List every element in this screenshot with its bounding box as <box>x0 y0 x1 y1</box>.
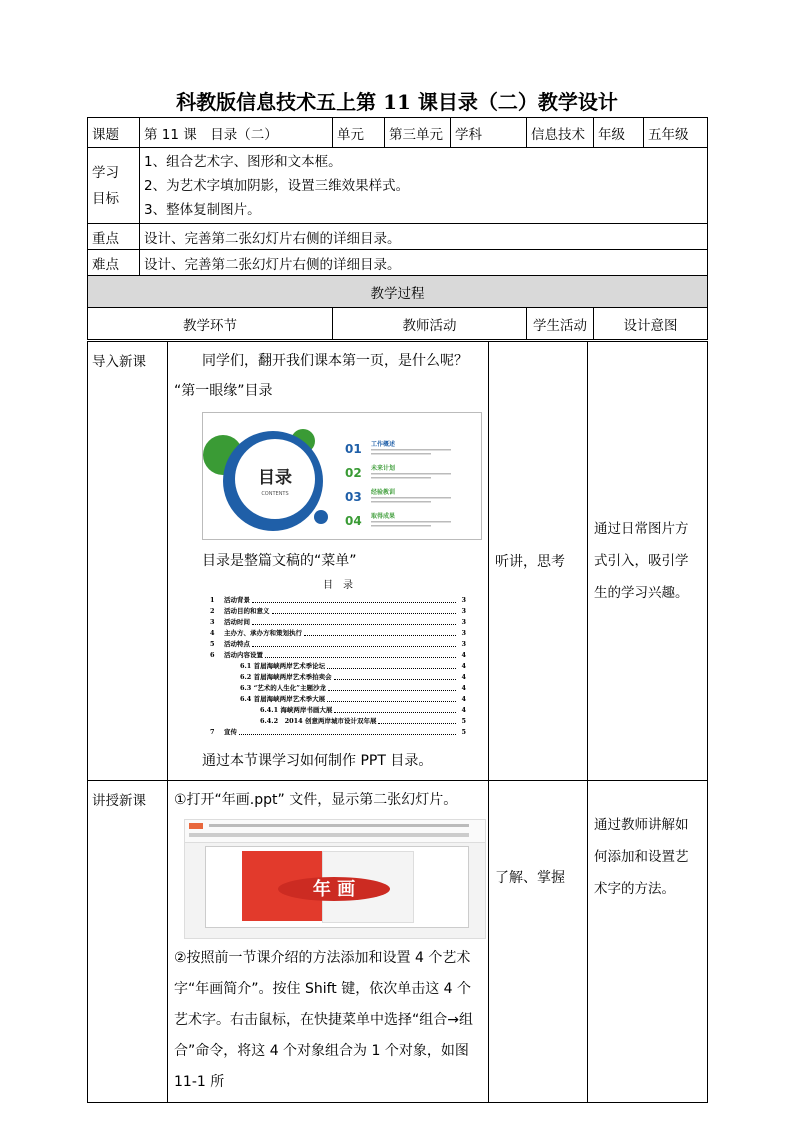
difficulty-value: 设计、完善第二张幻灯片右侧的详细目录。 <box>140 250 708 276</box>
toc-entry-dots <box>378 716 456 724</box>
slide-logo-text: 目录 <box>258 468 292 488</box>
toc-entry-page: 3 <box>461 629 466 637</box>
toc-entry-num <box>210 716 224 727</box>
toc-image <box>210 576 466 738</box>
blue-dot <box>314 510 328 524</box>
newlesson-teacher-activity <box>168 781 489 1103</box>
toc-entry-text: 宣传 <box>224 728 237 736</box>
intro-stage <box>88 342 168 781</box>
slide-item-textline <box>371 521 451 523</box>
newlesson-stage <box>88 781 168 1103</box>
goals-list <box>140 148 708 224</box>
ppt-logo-icon <box>189 823 203 829</box>
toc-entry <box>210 716 466 727</box>
toc-entry-text: 6.4 首届海峡两岸艺术季大展 <box>240 695 326 703</box>
toc-entry <box>210 628 466 639</box>
slide-item <box>345 512 451 528</box>
toc-entry-text: 6.4.2 2014 创意两岸城市设计双年展 <box>260 717 377 725</box>
intro-student-text: 听讲，思考 <box>495 554 565 570</box>
toc-entry-dots <box>327 694 456 702</box>
goal-item: 2、为艺术字填加阴影，设置三维效果样式。 <box>144 177 410 194</box>
slide-item <box>345 464 451 480</box>
toc-entry-dots <box>239 727 456 735</box>
column-intent: 设计意图 <box>594 308 708 340</box>
slide-item-textline <box>371 453 431 455</box>
intro-stage-label: 导入新课 <box>92 354 146 370</box>
slide-item-num: 03 <box>345 490 362 504</box>
toc-entry-dots <box>334 705 456 713</box>
toc-entry <box>210 683 466 694</box>
toc-entry-num <box>210 672 224 683</box>
contents-slide-image <box>202 412 482 540</box>
contents-slide-graphic <box>203 413 481 539</box>
ppt-window-image <box>184 819 486 939</box>
toc-entry <box>210 606 466 617</box>
toc-entry-page: 4 <box>461 662 466 670</box>
toc-entry-num <box>210 661 224 672</box>
intro-line4: 通过本节课学习如何制作 PPT 目录。 <box>202 753 433 769</box>
grade-label: 年级 <box>594 118 644 148</box>
slide-logo-sub: CONTENTS <box>261 491 289 497</box>
toc-entry-page: 3 <box>461 618 466 626</box>
process-header-row <box>88 276 708 308</box>
intro-design-intent: 通过日常图片方式引入，吸引学生的学习兴趣。 <box>588 342 708 781</box>
toc-entry <box>210 705 466 716</box>
ppt-menu-bar <box>209 824 469 827</box>
column-teacher: 教师活动 <box>333 308 527 340</box>
column-student: 学生活动 <box>527 308 594 340</box>
key-point-label: 重点 <box>88 224 140 250</box>
toc-entry <box>210 672 466 683</box>
toc-entry-dots <box>334 672 456 680</box>
ppt-ribbon-graphic <box>185 820 485 842</box>
toc-entry <box>210 727 466 738</box>
ppt-art-text: 年 画 <box>312 879 356 900</box>
toc-list <box>210 595 466 738</box>
slide-item-textline <box>371 449 451 451</box>
toc-entry-page: 3 <box>461 607 466 615</box>
intro-line3: 目录是整篇文稿的“菜单” <box>202 553 357 569</box>
lesson-plan-table <box>87 117 708 340</box>
toc-entry-num <box>210 694 224 705</box>
process-columns-row <box>88 308 708 340</box>
topic-value: 第 11 课 目录（二） <box>140 118 333 148</box>
toc-entry-page: 4 <box>461 651 466 659</box>
slide-item-num: 02 <box>345 466 362 480</box>
subject-label: 学科 <box>451 118 527 148</box>
toc-entry-text: 主办方、承办方和策划执行 <box>224 629 302 637</box>
newlesson-student-text: 了解、掌握 <box>495 870 565 886</box>
toc-entry <box>210 650 466 661</box>
toc-entry-dots <box>252 617 456 625</box>
toc-entry-num: 3 <box>210 618 215 626</box>
toc-entry-dots <box>265 650 456 658</box>
key-point-value: 设计、完善第二张幻灯片右侧的详细目录。 <box>140 224 708 250</box>
toc-entry-page: 5 <box>461 717 466 725</box>
toc-entry-text: 活动内容设置 <box>224 651 263 659</box>
toc-entry <box>210 694 466 705</box>
slide-item-textline <box>371 501 431 503</box>
toc-entry-page: 3 <box>461 596 466 604</box>
toc-entry-num: 1 <box>210 596 215 604</box>
toc-entry-page: 4 <box>461 684 466 692</box>
slide-item <box>345 440 451 456</box>
toc-entry <box>210 661 466 672</box>
slide-item-title: 取得成果 <box>371 513 396 520</box>
goal-item: 3、整体复制图片。 <box>144 201 261 218</box>
toc-entry-num: 2 <box>210 607 215 615</box>
toc-entry <box>210 595 466 606</box>
process-body-table <box>87 341 708 1103</box>
toc-entry-page: 5 <box>461 728 466 736</box>
newlesson-step2: ②按照前一节课介绍的方法添加和设置 4 个艺术字“年画简介”。按住 Shift 键，依次单击这 4 个艺术字。右击鼠标，在快捷菜单中选择“组合→组合”命令，将这 4 个对象组合为 1 个对象，如图 11-1 所 <box>174 950 473 1090</box>
slide-item-textline <box>371 477 431 479</box>
toc-entry-text: 活动目的和意义 <box>224 607 270 615</box>
toc-entry-num: 6 <box>210 651 215 659</box>
subject-value: 信息技术 <box>527 118 594 148</box>
toc-entry-page: 4 <box>461 673 466 681</box>
process-header: 教学过程 <box>88 276 708 308</box>
slide-item-title: 工作概述 <box>371 441 396 448</box>
intro-line2: “第一眼缘”目录 <box>174 383 273 399</box>
slide-item-title: 经验教训 <box>371 489 396 496</box>
toc-entry-dots <box>252 595 456 603</box>
slide-item-textline <box>371 525 431 527</box>
intro-line1: 同学们，翻开我们课本第一页，是什么呢？ <box>202 353 468 369</box>
slide-item-textline <box>371 473 451 475</box>
toc-entry-page: 3 <box>461 640 466 648</box>
toc-entry <box>210 639 466 650</box>
toc-entry-num: 7 <box>210 728 215 736</box>
toc-entry-num: 5 <box>210 640 215 648</box>
column-stage <box>88 308 333 340</box>
difficulty-row <box>88 250 708 276</box>
toc-entry-text: 活动时间 <box>224 618 250 626</box>
newlesson-student-activity <box>489 781 588 1103</box>
slide-item-title: 未来计划 <box>371 465 396 472</box>
toc-entry-num: 4 <box>210 629 215 637</box>
toc-heading: 目 录 <box>323 580 353 591</box>
unit-label: 单元 <box>333 118 385 148</box>
toc-entry-text: 6.4.1 海峡两岸书画大展 <box>260 706 333 714</box>
ppt-slide <box>205 846 469 928</box>
toc-entry-num <box>210 705 224 716</box>
goals-label-line1: 学习 <box>92 164 119 181</box>
toc-entry-dots <box>327 661 456 669</box>
intro-teacher-activity <box>168 342 489 781</box>
toc-entry-text: 活动特点 <box>224 640 250 648</box>
toc-entry-dots <box>252 639 456 647</box>
toc-entry-text: 6.3 “艺术的人生化”主题沙龙 <box>240 684 327 692</box>
toc-entry <box>210 617 466 628</box>
toc-entry-text: 6.2 首届海峡两岸艺术季拍卖会 <box>240 673 332 681</box>
slide-item-num: 04 <box>345 514 362 528</box>
goals-label-line2: 目标 <box>92 190 119 207</box>
toc-entry-num <box>210 683 224 694</box>
newlesson-row <box>88 781 708 1103</box>
ppt-ribbon <box>185 820 485 843</box>
slide-item-num: 01 <box>345 442 362 456</box>
grade-value: 五年级 <box>644 118 708 148</box>
unit-value: 第三单元 <box>385 118 451 148</box>
difficulty-label: 难点 <box>88 250 140 276</box>
toc-entry-page: 4 <box>461 706 466 714</box>
toc-entry-dots <box>304 628 456 636</box>
key-point-row <box>88 224 708 250</box>
goals-label <box>88 148 140 224</box>
intro-row <box>88 342 708 781</box>
topic-label: 课题 <box>88 118 140 148</box>
toc-entry-text: 活动背景 <box>224 596 250 604</box>
toc-entry-dots <box>328 683 456 691</box>
ppt-toolbar <box>189 833 469 837</box>
column-stage-label: 教学环节 <box>183 317 237 334</box>
toc-entry-text: 6.1 首届海峡两岸艺术季论坛 <box>240 662 326 670</box>
toc-entry-dots <box>272 606 457 614</box>
goals-row <box>88 148 708 224</box>
goal-item: 1、组合艺术字、图形和文本框。 <box>144 153 342 170</box>
intro-student-activity <box>489 342 588 781</box>
toc-entry-page: 4 <box>461 695 466 703</box>
page-title: 科教版信息技术五上第 11 课目录（二）教学设计 <box>176 90 618 114</box>
newlesson-step1: ①打开“年画.ppt” 文件，显示第二张幻灯片。 <box>174 792 458 808</box>
newlesson-stage-label: 讲授新课 <box>92 793 146 809</box>
newlesson-design-intent: 通过教师讲解如何添加和设置艺术字的方法。 <box>588 781 708 1103</box>
slide-item <box>345 488 451 504</box>
info-row <box>88 118 708 148</box>
slide-item-textline <box>371 497 451 499</box>
